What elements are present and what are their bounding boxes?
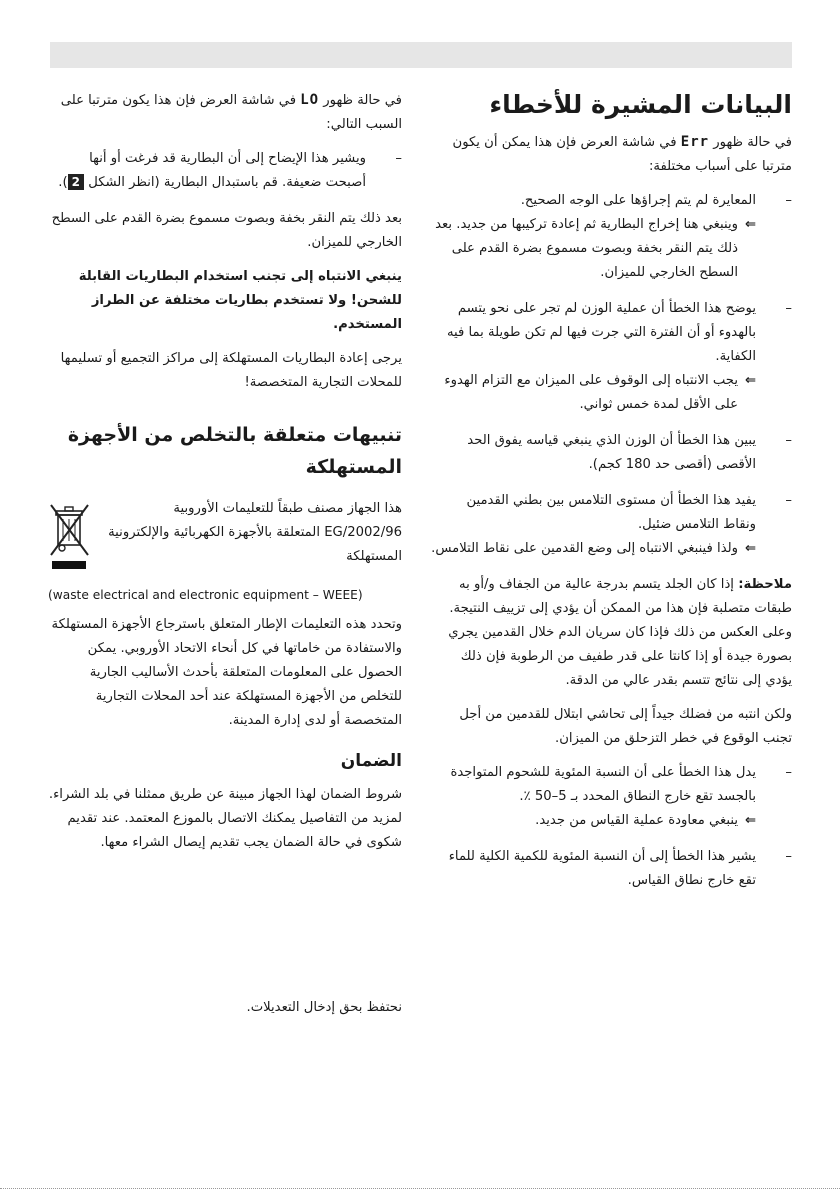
crossed-bin-icon <box>48 501 92 559</box>
note-label: ملاحظة: <box>738 577 792 592</box>
error-item-text: يوضح هذا الخطأ أن عملية الوزن لم تجر على نحو يتسم بالهدوء أو أن الفترة التي جرت فيها لم تكن طويلة بما فيه الكفاية. <box>446 301 756 364</box>
dash-bullet: – <box>785 193 792 208</box>
error-item-text: يفيد هذا الخطأ أن مستوى التلامس بين بطني القدمين ونقاط التلامس ضئيل. <box>466 493 756 532</box>
arrow-icon: ⇐ <box>744 813 756 828</box>
lo-item: – ويشير هذا الإيضاح إلى أن البطارية قد فرغت أو أنها أصبحت ضعيفة. قم باستبدال البطارية (انظر الشكل 2). <box>48 147 402 195</box>
error-item-text: يبين هذا الخطأ أن الوزن الذي ينبغي قياسه يفوق الحد الأقصى (أقصى حد 180 كجم). <box>467 433 756 472</box>
battery-warning: ينبغي الانتباه إلى تجنب استخدام البطاريات القابلة للشحن! ولا تستخدم بطاريات مختلفة عن الطراز المستخدم. <box>78 269 402 332</box>
hint <box>430 809 756 833</box>
arrow-icon: ⇐ <box>744 373 756 388</box>
weee-block <box>48 497 402 569</box>
arrow-icon: ⇐ <box>744 541 756 556</box>
lo-intro: في حالة ظهور LO في شاشة العرض فإن هذا يكون مترتبا على السبب التالي: <box>60 92 402 132</box>
lo-after: بعد ذلك يتم النقر بخفة وبصوت مسموع بضرة القدم على السطح الخارجي للميزان. <box>51 211 402 250</box>
page-edge-line <box>0 1188 840 1189</box>
hint <box>430 213 756 285</box>
error-list <box>430 189 792 561</box>
battery-disposal-warranty <box>48 88 402 865</box>
error-item <box>430 429 792 477</box>
arrow-icon: ⇐ <box>744 217 756 232</box>
battery-recycle: يرجى إعادة البطاريات المستهلكة إلى مراكز التجميع أو تسليمها للمحلات التجارية المتخصصة! <box>60 351 402 390</box>
warranty-title: الضمان <box>340 751 402 771</box>
dash-bullet: – <box>785 765 792 780</box>
error-item <box>430 189 792 285</box>
warranty-body: شروط الضمان لهذا الجهاز مبينة عن طريق ممثلنا في بلد الشراء. لمزيد من التفاصيل يمكنك الاتصال بالموزع المعتمد. عند تقديم شكوى في حالة الضمان يجب تقديم إيصال الشراء معها. <box>48 787 402 850</box>
error-item <box>430 845 792 893</box>
error-section <box>430 88 792 905</box>
lo-display-code: LO <box>300 92 320 108</box>
dash-bullet: – <box>785 493 792 508</box>
error-item-text: يشير هذا الخطأ إلى أن النسبة المئوية للكمية الكلية للماء تقع خارج نطاق القياس. <box>448 849 756 888</box>
header-bar <box>50 42 792 68</box>
hint <box>430 369 756 417</box>
hint-text: وينبغي هنا إخراج البطارية ثم إعادة تركيبها من جديد. بعد ذلك يتم النقر بخفة وبصوت مسموع بضرة القدم على السطح الخارجي للميزان. <box>435 217 738 280</box>
disposal-body: وتحدد هذه التعليمات الإطار المتعلق باسترجاع الأجهزة المستهلكة والاستفادة من خاماتها في كل أنحاء الاتحاد الأوروبي. يمكن الحصول على المعلومات المتعلقة بأحدث الأساليب الجارية للتخلص من الأجهزة المستهلكة عند أحد المحلات التجارية المتخصصة أو لدى إدارة المدينة. <box>51 617 402 728</box>
footer-note: نحتفظ بحق إدخال التعديلات. <box>246 1000 402 1015</box>
weee-bar <box>52 561 86 569</box>
error-item-text: المعايرة لم يتم إجراؤها على الوجه الصحيح. <box>520 193 756 208</box>
error-item-text: يدل هذا الخطأ على أن النسبة المئوية للشحوم المتواجدة بالجسد تقع خارج النطاق المحدد بـ 5–50 ٪. <box>450 765 756 804</box>
weee-english: (waste electrical and electronic equipment – WEEE) <box>48 588 363 602</box>
error-intro: في حالة ظهور Err في شاشة العرض فإن هذا يمكن أن يكون مترتبا على أسباب مختلفة: <box>452 134 792 174</box>
error-item <box>430 297 792 417</box>
note-paragraph-2: ولكن انتبه من فضلك جيداً إلى تحاشي ابتلال للقدمين من أجل تجنب الوقوع في خطر التزحلق من الميزان. <box>459 707 792 746</box>
page-title: البيانات المشيرة للأخطاء <box>489 90 792 119</box>
note-paragraph: ملاحظة: إذا كان الجلد يتسم بدرجة عالية من الجفاف و/أو به طبقات متصلبة فإن هذا من الممكن أن يؤدي إلى تزييف النتيجة. وعلى العكس من ذلك فإذا كان سريان الدم خلال القدمين يجري بصورة جيدة أو إذا كانتا على قدر طفيف من الرطوبة فإن ذلك يؤدي إلى نتائج تتسم بقدر عالي من الدقة. <box>448 577 792 688</box>
hint-text: ينبغي معاودة عملية القياس من جديد. <box>535 813 738 828</box>
figure-ref-badge: 2 <box>68 174 84 190</box>
dash-bullet: – <box>785 849 792 864</box>
disposal-title: تنبيهات متعلقة بالتخلص من الأجهزة المستهلكة <box>67 424 402 478</box>
hint-text: يجب الانتباه إلى الوقوف على الميزان مع التزام الهدوء على الأقل لمدة خمس ثواني. <box>444 373 738 412</box>
error-item <box>430 761 792 833</box>
hint <box>430 537 756 561</box>
dash-bullet: – <box>785 301 792 316</box>
error-item <box>430 489 792 561</box>
err-display-code: Err <box>680 134 710 150</box>
hint-text: ولذا فينبغي الانتباه إلى وضع القدمين على نقاط التلامس. <box>431 541 738 556</box>
dash-bullet: – <box>395 151 402 166</box>
dash-bullet: – <box>785 433 792 448</box>
error-list-2 <box>430 761 792 893</box>
weee-text: هذا الجهاز مصنف طبقاً للتعليمات الأوروبية 2002/96/EG المتعلقة بالأجهزة الكهربائية والإلكترونية المستهلكة <box>108 501 402 564</box>
